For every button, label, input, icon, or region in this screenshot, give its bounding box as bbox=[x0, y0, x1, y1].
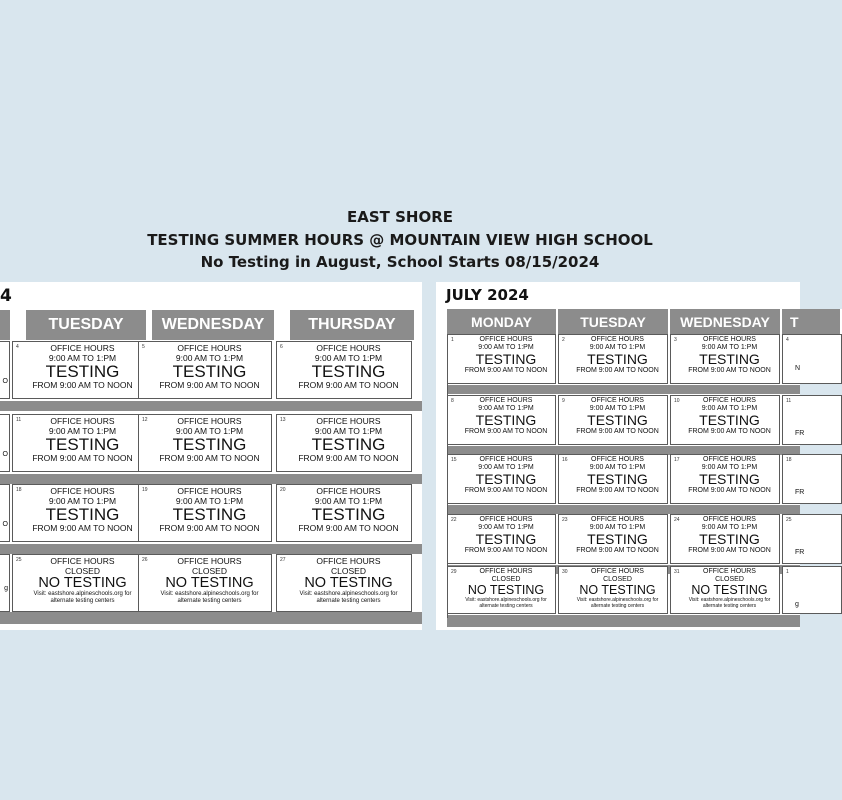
office-hours-time: 9:00 AM TO 1:PM bbox=[478, 344, 534, 351]
date-number: 13 bbox=[280, 417, 286, 423]
day-cell bbox=[276, 554, 412, 612]
day-cell bbox=[558, 395, 668, 445]
office-hours-time: 9:00 AM TO 1:PM bbox=[48, 352, 117, 363]
testing-hours: FROM 9:00 AM TO NOON bbox=[298, 380, 399, 390]
no-testing-label: NO TESTING bbox=[38, 575, 127, 591]
office-hours-label: OFFICE HOURS bbox=[591, 336, 644, 343]
calendar-left-frame bbox=[447, 334, 448, 618]
visit-line-2: alternate testing centers bbox=[702, 603, 757, 609]
testing-hours: FROM 9:00 AM TO NOON bbox=[576, 487, 659, 494]
date-number: 11 bbox=[786, 398, 792, 404]
date-number: 5 bbox=[142, 344, 145, 350]
partial-cell-text: FR bbox=[795, 430, 805, 437]
office-hours-label: OFFICE HOURS bbox=[316, 486, 381, 496]
testing-label: TESTING bbox=[475, 471, 537, 487]
office-hours-label: OFFICE HOURS bbox=[316, 556, 381, 566]
cell-content bbox=[148, 485, 271, 541]
testing-hours: FROM 9:00 AM TO NOON bbox=[688, 547, 771, 554]
office-hours-label: OFFICE HOURS bbox=[591, 397, 644, 404]
visit-line-1: Visit: eastshore.alpineschools.org for bbox=[160, 590, 259, 597]
visit-line-1: Visit: eastshore.alpineschools.org for bbox=[465, 596, 547, 603]
no-testing-label: NO TESTING bbox=[691, 583, 768, 597]
testing-hours: FROM 9:00 AM TO NOON bbox=[688, 367, 771, 374]
office-hours-label: OFFICE HOURS bbox=[50, 556, 115, 566]
office-hours-label: OFFICE HOURS bbox=[479, 397, 533, 404]
visit-line-2: alternate testing centers bbox=[316, 598, 381, 604]
day-cell bbox=[782, 454, 842, 504]
weekday-header: MONDAY bbox=[447, 309, 558, 335]
date-number: 25 bbox=[786, 517, 792, 523]
closed-label: CLOSED bbox=[491, 576, 521, 583]
cell-content bbox=[457, 396, 555, 444]
visit-line-1: Visit: eastshore.alpineschools.org for bbox=[33, 590, 132, 597]
date-number: 23 bbox=[562, 517, 568, 523]
day-cell-partial bbox=[0, 554, 10, 612]
office-hours-time: 9:00 AM TO 1:PM bbox=[48, 495, 117, 506]
testing-label: TESTING bbox=[699, 412, 760, 428]
cell-content bbox=[680, 335, 779, 383]
cell-content bbox=[286, 555, 411, 611]
day-cell bbox=[558, 514, 668, 564]
testing-label: TESTING bbox=[475, 351, 537, 367]
date-number: 9 bbox=[562, 398, 565, 404]
heading-line-2: TESTING SUMMER HOURS @ MOUNTAIN VIEW HIGH SCHOOL bbox=[147, 230, 653, 249]
closed-label: CLOSED bbox=[331, 565, 366, 576]
office-hours-label: OFFICE HOURS bbox=[316, 343, 381, 353]
office-hours-time: 9:00 AM TO 1:PM bbox=[478, 405, 534, 412]
office-hours-label: OFFICE HOURS bbox=[591, 516, 644, 523]
date-number: 6 bbox=[280, 344, 283, 350]
office-hours-time: 9:00 AM TO 1:PM bbox=[701, 524, 758, 531]
day-cell bbox=[558, 566, 668, 614]
cell-content bbox=[286, 485, 411, 541]
cell-content bbox=[286, 415, 411, 471]
testing-hours: FROM 9:00 AM TO NOON bbox=[32, 453, 133, 463]
day-cell bbox=[782, 514, 842, 564]
no-testing-label: NO TESTING bbox=[579, 583, 656, 597]
day-cell bbox=[12, 484, 144, 542]
day-cell bbox=[276, 484, 412, 542]
office-hours-time: 9:00 AM TO 1:PM bbox=[314, 425, 383, 436]
testing-hours: FROM 9:00 AM TO NOON bbox=[576, 367, 659, 374]
testing-hours: FROM 9:00 AM TO NOON bbox=[159, 523, 260, 533]
day-cell bbox=[12, 554, 144, 612]
office-hours-label: OFFICE HOURS bbox=[177, 343, 242, 353]
date-number: 18 bbox=[16, 487, 22, 493]
date-number: 20 bbox=[280, 487, 286, 493]
cell-content bbox=[680, 567, 779, 613]
office-hours-time: 9:00 AM TO 1:PM bbox=[314, 495, 383, 506]
weekday-header: TUESDAY bbox=[26, 310, 148, 340]
office-hours-label: OFFICE HOURS bbox=[591, 456, 644, 463]
day-cell bbox=[138, 414, 272, 472]
page-heading bbox=[0, 206, 800, 274]
testing-hours: FROM 9:00 AM TO NOON bbox=[159, 453, 260, 463]
testing-hours: FROM 9:00 AM TO NOON bbox=[32, 523, 133, 533]
partial-cell-text: N bbox=[795, 365, 801, 372]
office-hours-time: 9:00 AM TO 1:PM bbox=[314, 352, 383, 363]
partial-cell-text: g bbox=[4, 585, 8, 592]
office-hours-label: OFFICE HOURS bbox=[703, 336, 756, 343]
day-cell bbox=[276, 341, 412, 399]
date-number: 24 bbox=[674, 517, 680, 523]
office-hours-time: 9:00 AM TO 1:PM bbox=[478, 524, 534, 531]
office-hours-label: OFFICE HOURS bbox=[50, 416, 115, 426]
office-hours-time: 9:00 AM TO 1:PM bbox=[589, 524, 646, 531]
day-cell bbox=[782, 334, 842, 384]
june-calendar bbox=[0, 282, 422, 630]
day-cell bbox=[447, 566, 556, 614]
office-hours-label: OFFICE HOURS bbox=[479, 456, 533, 463]
testing-hours: FROM 9:00 AM TO NOON bbox=[688, 428, 771, 435]
partial-cell-text: FR bbox=[795, 489, 805, 496]
partial-cell-text: O bbox=[2, 521, 8, 528]
cell-content bbox=[22, 342, 143, 398]
date-number: 11 bbox=[16, 417, 22, 423]
closed-label: CLOSED bbox=[192, 565, 227, 576]
weekday-header-partial bbox=[0, 310, 12, 340]
cell-content bbox=[680, 515, 779, 563]
weekday-header: THURSDAY bbox=[290, 310, 416, 340]
office-hours-label: OFFICE HOURS bbox=[703, 568, 756, 575]
testing-hours: FROM 9:00 AM TO NOON bbox=[298, 523, 399, 533]
no-testing-label: NO TESTING bbox=[304, 575, 393, 591]
testing-label: TESTING bbox=[172, 505, 247, 524]
office-hours-label: OFFICE HOURS bbox=[177, 556, 242, 566]
week-separator bbox=[447, 505, 800, 514]
weekday-header: TUESDAY bbox=[558, 309, 670, 335]
visit-line-1: Visit: eastshore.alpineschools.org for bbox=[576, 596, 659, 603]
day-cell bbox=[670, 514, 780, 564]
date-number: 26 bbox=[142, 557, 148, 563]
cell-content bbox=[457, 567, 555, 613]
date-number: 31 bbox=[674, 569, 680, 575]
testing-hours: FROM 9:00 AM TO NOON bbox=[576, 547, 659, 554]
weekday-header: T bbox=[782, 309, 842, 335]
cell-content bbox=[457, 335, 555, 383]
date-number: 1 bbox=[451, 337, 454, 343]
date-number: 3 bbox=[674, 337, 677, 343]
office-hours-label: OFFICE HOURS bbox=[703, 456, 756, 463]
testing-label: TESTING bbox=[587, 531, 648, 547]
cell-content bbox=[680, 455, 779, 503]
cell-content bbox=[148, 342, 271, 398]
day-cell bbox=[447, 514, 556, 564]
heading-line-1: EAST SHORE bbox=[346, 208, 454, 226]
date-number: 12 bbox=[142, 417, 148, 423]
testing-hours: FROM 9:00 AM TO NOON bbox=[576, 428, 659, 435]
date-number: 8 bbox=[451, 398, 454, 404]
week-separator bbox=[447, 615, 800, 627]
office-hours-label: OFFICE HOURS bbox=[591, 568, 644, 575]
testing-hours: FROM 9:00 AM TO NOON bbox=[464, 428, 548, 435]
heading-line-3: No Testing in August, School Starts 08/15/2024 bbox=[200, 253, 600, 271]
cell-content bbox=[286, 342, 411, 398]
visit-line-1: Visit: eastshore.alpineschools.org for bbox=[299, 590, 398, 597]
office-hours-label: OFFICE HOURS bbox=[316, 416, 381, 426]
closed-label: CLOSED bbox=[715, 576, 744, 583]
date-number: 15 bbox=[451, 457, 457, 463]
calendar-title: 4 bbox=[0, 286, 12, 306]
testing-hours: FROM 9:00 AM TO NOON bbox=[688, 487, 771, 494]
day-cell bbox=[670, 395, 780, 445]
visit-line-2: alternate testing centers bbox=[177, 598, 242, 604]
cell-content bbox=[457, 455, 555, 503]
testing-label: TESTING bbox=[311, 362, 386, 381]
testing-label: TESTING bbox=[587, 471, 648, 487]
date-number: 27 bbox=[280, 557, 286, 563]
office-hours-time: 9:00 AM TO 1:PM bbox=[175, 425, 244, 436]
weekday-header: WEDNESDAY bbox=[152, 310, 276, 340]
office-hours-time: 9:00 AM TO 1:PM bbox=[589, 405, 646, 412]
day-cell bbox=[138, 484, 272, 542]
testing-hours: FROM 9:00 AM TO NOON bbox=[464, 547, 548, 554]
day-cell bbox=[447, 454, 556, 504]
testing-hours: FROM 9:00 AM TO NOON bbox=[32, 380, 133, 390]
week-separator bbox=[0, 544, 422, 554]
closed-label: CLOSED bbox=[603, 576, 632, 583]
cell-content bbox=[148, 555, 271, 611]
office-hours-label: OFFICE HOURS bbox=[50, 486, 115, 496]
day-cell bbox=[670, 566, 780, 614]
date-number: 1 bbox=[786, 569, 789, 575]
day-cell bbox=[670, 334, 780, 384]
office-hours-label: OFFICE HOURS bbox=[50, 343, 115, 353]
visit-line-2: alternate testing centers bbox=[50, 598, 115, 604]
office-hours-label: OFFICE HOURS bbox=[703, 397, 756, 404]
testing-label: TESTING bbox=[45, 505, 120, 524]
no-testing-label: NO TESTING bbox=[165, 575, 254, 591]
calendar-bottom-bar bbox=[0, 612, 422, 624]
date-number: 16 bbox=[562, 457, 568, 463]
day-cell bbox=[12, 341, 144, 399]
office-hours-time: 9:00 AM TO 1:PM bbox=[478, 464, 534, 471]
testing-hours: FROM 9:00 AM TO NOON bbox=[159, 380, 260, 390]
date-number: 29 bbox=[451, 569, 457, 575]
weekday-header: WEDNESDAY bbox=[670, 309, 782, 335]
date-number: 4 bbox=[16, 344, 19, 350]
cell-content bbox=[568, 515, 667, 563]
testing-label: TESTING bbox=[699, 531, 760, 547]
day-cell bbox=[138, 341, 272, 399]
date-number: 30 bbox=[562, 569, 568, 575]
partial-cell-text: FR bbox=[795, 549, 805, 556]
date-number: 18 bbox=[786, 457, 792, 463]
office-hours-time: 9:00 AM TO 1:PM bbox=[589, 344, 646, 351]
no-testing-label: NO TESTING bbox=[467, 583, 545, 597]
week-separator bbox=[447, 385, 800, 394]
day-cell bbox=[558, 334, 668, 384]
day-cell bbox=[670, 454, 780, 504]
cell-content bbox=[22, 415, 143, 471]
testing-hours: FROM 9:00 AM TO NOON bbox=[298, 453, 399, 463]
cell-content bbox=[22, 555, 143, 611]
testing-label: TESTING bbox=[45, 362, 120, 381]
cell-content bbox=[568, 396, 667, 444]
cell-content bbox=[568, 567, 667, 613]
cell-content bbox=[568, 335, 667, 383]
testing-label: TESTING bbox=[699, 471, 760, 487]
day-cell bbox=[782, 566, 842, 614]
day-cell bbox=[447, 395, 556, 445]
closed-label: CLOSED bbox=[65, 565, 100, 576]
testing-label: TESTING bbox=[172, 362, 247, 381]
office-hours-label: OFFICE HOURS bbox=[479, 568, 533, 575]
visit-line-1: Visit: eastshore.alpineschools.org for bbox=[688, 596, 771, 603]
testing-label: TESTING bbox=[311, 505, 386, 524]
office-hours-time: 9:00 AM TO 1:PM bbox=[175, 495, 244, 506]
office-hours-label: OFFICE HOURS bbox=[177, 416, 242, 426]
date-number: 17 bbox=[674, 457, 680, 463]
testing-hours: FROM 9:00 AM TO NOON bbox=[464, 487, 548, 494]
testing-label: TESTING bbox=[311, 435, 386, 454]
july-calendar bbox=[436, 282, 805, 630]
testing-label: TESTING bbox=[587, 351, 648, 367]
testing-hours: FROM 9:00 AM TO NOON bbox=[464, 367, 548, 374]
calendar-title: JULY 2024 bbox=[446, 286, 529, 304]
cell-content bbox=[680, 396, 779, 444]
day-cell bbox=[276, 414, 412, 472]
day-cell bbox=[447, 334, 556, 384]
date-number: 22 bbox=[451, 517, 457, 523]
office-hours-label: OFFICE HOURS bbox=[479, 516, 533, 523]
office-hours-time: 9:00 AM TO 1:PM bbox=[701, 405, 758, 412]
testing-label: TESTING bbox=[587, 412, 648, 428]
office-hours-time: 9:00 AM TO 1:PM bbox=[701, 464, 758, 471]
week-separator bbox=[0, 401, 422, 411]
day-cell bbox=[782, 395, 842, 445]
week-separator bbox=[0, 474, 422, 484]
office-hours-time: 9:00 AM TO 1:PM bbox=[48, 425, 117, 436]
testing-label: TESTING bbox=[172, 435, 247, 454]
day-cell-partial bbox=[0, 341, 10, 399]
day-cell bbox=[558, 454, 668, 504]
visit-line-2: alternate testing centers bbox=[479, 603, 533, 609]
date-number: 19 bbox=[142, 487, 148, 493]
date-number: 10 bbox=[674, 398, 680, 404]
office-hours-label: OFFICE HOURS bbox=[479, 336, 533, 343]
partial-cell-text: O bbox=[2, 451, 8, 458]
cell-content bbox=[148, 415, 271, 471]
cell-content bbox=[22, 485, 143, 541]
office-hours-label: OFFICE HOURS bbox=[177, 486, 242, 496]
office-hours-label: OFFICE HOURS bbox=[703, 516, 756, 523]
cell-content bbox=[457, 515, 555, 563]
testing-label: TESTING bbox=[699, 351, 760, 367]
office-hours-time: 9:00 AM TO 1:PM bbox=[175, 352, 244, 363]
testing-label: TESTING bbox=[475, 531, 537, 547]
date-number: 25 bbox=[16, 557, 22, 563]
partial-cell-text: g bbox=[795, 601, 799, 608]
testing-label: TESTING bbox=[45, 435, 120, 454]
office-hours-time: 9:00 AM TO 1:PM bbox=[701, 344, 758, 351]
day-cell-partial bbox=[0, 414, 10, 472]
day-cell-partial bbox=[0, 484, 10, 542]
testing-label: TESTING bbox=[475, 412, 537, 428]
date-number: 4 bbox=[786, 337, 789, 343]
visit-line-2: alternate testing centers bbox=[590, 603, 645, 609]
date-number: 2 bbox=[562, 337, 565, 343]
day-cell bbox=[138, 554, 272, 612]
partial-cell-text: O bbox=[2, 378, 8, 385]
office-hours-time: 9:00 AM TO 1:PM bbox=[589, 464, 646, 471]
day-cell bbox=[12, 414, 144, 472]
cell-content bbox=[568, 455, 667, 503]
